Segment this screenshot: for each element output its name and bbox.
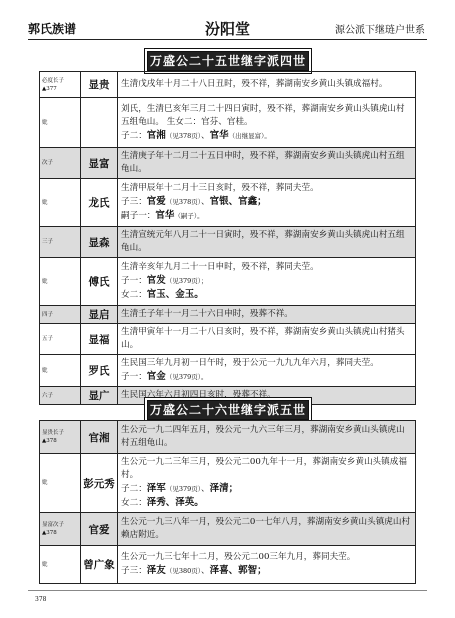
person-name: 罗氏 [81, 355, 118, 387]
children-line: 子三：官爱（见378页）、官银、官鑫； [121, 196, 267, 207]
person-name: 显福 [81, 324, 118, 355]
person-name: 显贵 [81, 72, 118, 98]
relation-cell: 妣 [40, 546, 81, 584]
hall-name: 汾阳堂 [204, 20, 250, 38]
biography: 生清壬子年十一月二十六日申时，殁葬不祥。 [118, 306, 416, 324]
biography: 生清甲寅年十一月二十八日亥时，殁不祥，葬湖南安乡黄山头镇虎山村猪头山。 [118, 324, 416, 355]
person-name [81, 98, 118, 148]
relation-cell: 三子 [40, 227, 81, 258]
person-name: 显广 [81, 387, 118, 405]
relation-cell: 五子 [40, 324, 81, 355]
book-title: 郭氏族谱 [28, 22, 77, 36]
biography: 生清辛亥年九月二十一日申时，殁不祥，葬同夫茔。 子一：官发（见379页）； 女二：官玉、金玉。 [118, 258, 416, 306]
table-row [40, 227, 416, 258]
relation-cell: 妣 [40, 454, 81, 513]
person-name: 官爱 [81, 513, 118, 546]
relation-cell: 四子 [40, 306, 81, 324]
person-name: 官湘 [81, 421, 118, 454]
person-name: 显富 [81, 148, 118, 179]
biography: 生民国三年九月初一日午时，殁于公元一九九九年六月，葬同夫茔。 子一：官金（见379页）。 [118, 355, 416, 387]
children-line: 子一：官发（见379页）； [121, 275, 208, 286]
adopted-son-line: 嗣子一：官华（嗣子）。 [121, 210, 204, 221]
biography: 生公元一九二四年五月，殁公元一九六三年三月，葬湖南安乡黄山头镇虎山村五组龟山。 [118, 421, 416, 454]
table-row [40, 179, 416, 227]
table-row [40, 258, 416, 306]
table-row [40, 98, 416, 148]
children-line: 子二：官湘（见378页）、官华（出继显富）。 [121, 129, 271, 141]
table-row [40, 148, 416, 179]
relation-cell: 显富次子 ▲378 [40, 513, 81, 546]
table-row [40, 421, 416, 454]
table-row [40, 306, 416, 324]
person-name: 彭元秀 [81, 454, 118, 513]
page-number: 378 [35, 596, 47, 603]
biography: 生公元一九三七年十二月，殁公元二00三年九月，葬同夫茔。 子三：泽友（见380页）、泽喜、郭智； [118, 546, 416, 584]
children-line: 子三：泽友（见380页）、泽喜、郭智； [121, 565, 267, 576]
generation-table-25 [39, 71, 416, 405]
biography: 生公元一九三八年一月，殁公元二0一七年八月，葬湖南安乡黄山头镇虎山村赖店附近。 [118, 513, 416, 546]
lineage-subtitle: 源公派下继琏户世系 [335, 25, 425, 36]
footer-rule [28, 590, 427, 591]
person-name: 龙氏 [81, 179, 118, 227]
daughters-line: 女二：官玉、金玉。 [121, 289, 204, 300]
biography: 刘氏，生清巳亥年三月二十四日寅时，殁不祥，葬湖南安乡黄山头镇虎山村五组龟山。 生女二：官芬、官桂。 子二：官湘（见378页）、官华（出继显富）。 [118, 98, 416, 148]
person-name: 曾广象 [81, 546, 118, 584]
biography: 生公元一九二三年三月，殁公元二00九年十一月，葬湖南安乡黄山头镇成福村。 子二：泽军（见379页）、泽清； 女二：泽秀、泽英。 [118, 454, 416, 513]
generation-banner-25: 万盛公二十五世继字派四世 [147, 51, 309, 71]
biography: 生清庚子年十二月二十五日申时，殁不祥，葬湖南安乡黄山头镇虎山村五组龟山。 [118, 148, 416, 179]
relation-cell: 显贵长子 ▲378 [40, 421, 81, 454]
person-name: 傅氏 [81, 258, 118, 306]
biography: 生清宣统元年八月二十一日寅时，殁不祥，葬湖南安乡黄山头镇虎山村五组龟山。 [118, 227, 416, 258]
person-name: 显森 [81, 227, 118, 258]
relation-cell: 六子 [40, 387, 81, 405]
children-line: 子二：泽军（见379页）、泽清； [121, 483, 239, 494]
biography: 生清戊戌年十月二十八日丑时，殁不祥，葬湖南安乡黄山头镇成福村。 [118, 72, 416, 98]
generation-table-26 [39, 420, 416, 584]
person-name: 显启 [81, 306, 118, 324]
table-row [40, 513, 416, 546]
header-rule [28, 39, 427, 40]
daughters-line: 女二：泽秀、泽英。 [121, 497, 204, 508]
biography: 生民国六年六月初四日亥时，殁葬不祥。 [118, 387, 416, 405]
page-header [0, 0, 455, 40]
table-row [40, 546, 416, 584]
biography: 生清甲辰年十二月十三日亥时，殁不祥，葬同夫茔。 子三：官爱（见378页）、官银、官鑫； 嗣子一：官华（嗣子）。 [118, 179, 416, 227]
generation-banner-26: 万盛公二十六世继字派五世 [147, 400, 309, 420]
relation-cell: 妣 [40, 98, 81, 148]
table-row [40, 454, 416, 513]
table-row [40, 324, 416, 355]
relation-cell: 妣 [40, 355, 81, 387]
relation-cell: 妣 [40, 179, 81, 227]
children-line: 子一：官金（见379页）。 [121, 371, 208, 382]
table-row [40, 72, 416, 98]
relation-cell: 妣 [40, 258, 81, 306]
relation-cell: 必度长子 ▲377 [40, 72, 81, 98]
table-row [40, 355, 416, 387]
relation-cell: 次子 [40, 148, 81, 179]
